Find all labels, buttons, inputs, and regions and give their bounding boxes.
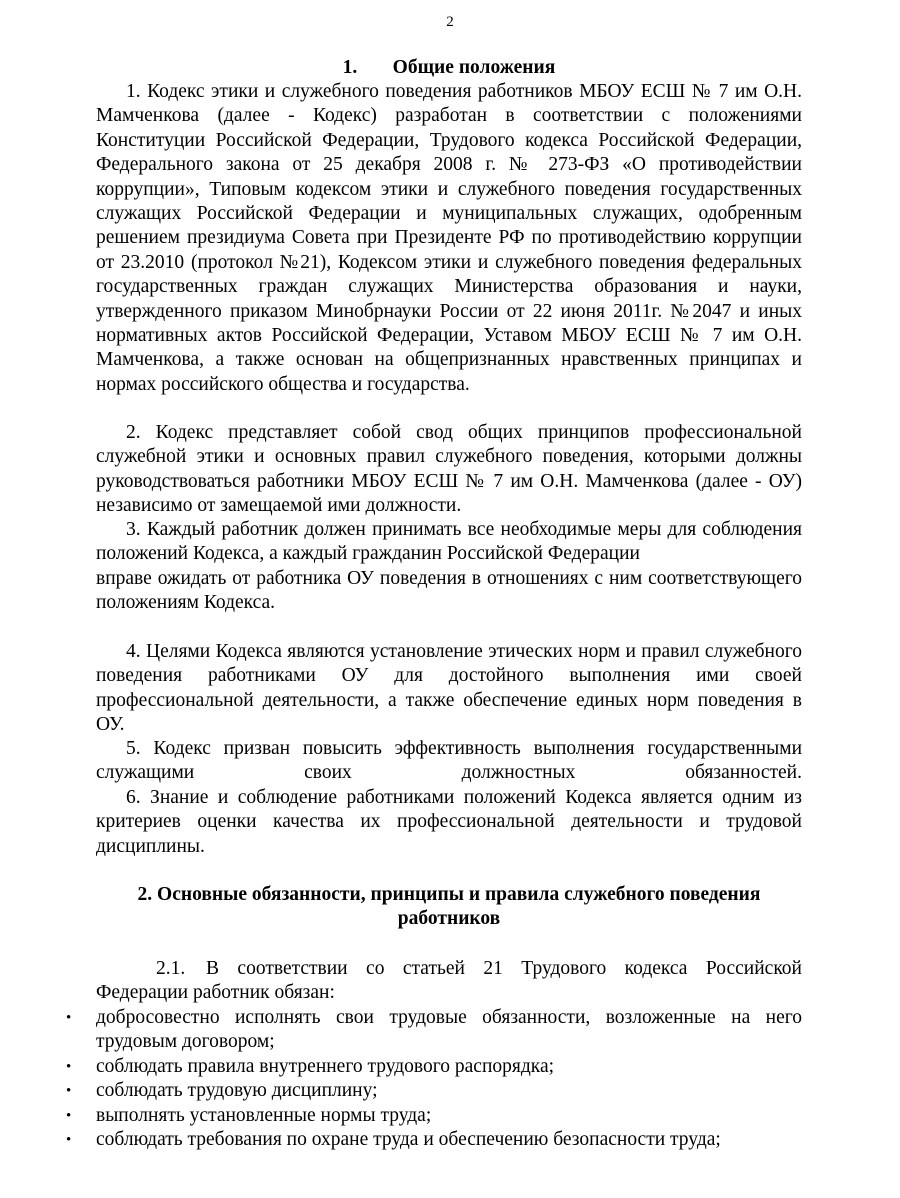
paragraph-3-part-1: 3. Каждый работник должен принимать все необходимые меры для соблюдения положений Кодекса, а каждый гражданин Российской Федерации <box>96 519 802 565</box>
list-item-text: добросовестно исполнять свои трудовые обязанности, возложенные на него трудовым договором; <box>96 1007 802 1053</box>
bullet-icon: • <box>66 1083 72 1100</box>
paragraph-4: 4. Целями Кодекса являются установление этических норм и правил служебного поведения работниками ОУ для достойного выполнения ими своей профессиональной деятельности, а также обеспечение единых норм поведения в ОУ. <box>96 641 802 736</box>
paragraph-1: 1. Кодекс этики и служебного поведения работников МБОУ ЕСШ № 7 им О.Н. Мамченкова (далее - Кодекс) разработан в соответствии с положениями Конституции Российской Федерации, Трудового кодекса Российской Федерации, Федерального закона от 25 декабря 2008 г. № 273-ФЗ «О противодействии коррупции», Типовым кодексом этики и служебного поведения государственных служащих Российской Федерации и муниципальных служащих, одобренным решением президиума Совета при Президенте РФ по противодействию коррупции от 23.2010 (протокол №21), Кодексом этики и служебного поведения федеральных государственных граждан служащих Министерства образования и науки, утвержденного приказом Минобрнауки России от 22 июня 2011г. №2047 и иных нормативных актов Российской Федерации, Уставом МБОУ ЕСШ № 7 им О.Н. Мамченкова, а также основан на общепризнанных нравственных принципах и нормах российского общества и государства. <box>96 81 802 395</box>
bullet-icon: • <box>66 1132 72 1149</box>
list-item <box>66 1055 802 1079</box>
list-item-text: соблюдать трудовую дисциплину; <box>96 1080 378 1102</box>
list-item <box>66 1006 802 1055</box>
list-item-text: выполнять установленные нормы труда; <box>96 1104 432 1126</box>
clause-2-1-number: 2.1. <box>156 958 186 979</box>
paragraph-2: 2. Кодекс представляет собой свод общих принципов профессиональной служебной этики и основных правил служебного поведения, которыми должны руководствоваться работники МБОУ ЕСШ № 7 им О.Н. Мамченкова (далее - ОУ) независимо от замещаемой ими должности. <box>96 422 802 517</box>
page-number: 2 <box>446 14 454 30</box>
section-1-heading <box>96 56 802 80</box>
clause-2-1-text: В соответствии со статьей 21 Трудового кодекса Российской Федерации работник обязан: <box>96 958 802 1004</box>
obligations-list <box>66 1006 802 1152</box>
paragraph-3 <box>96 518 802 616</box>
list-item-text: соблюдать правила внутреннего трудового распорядка; <box>96 1055 555 1077</box>
bullet-icon: • <box>66 1010 72 1026</box>
section-2-title-line-2: работников <box>397 908 501 929</box>
section-1-number: 1. <box>342 57 358 78</box>
list-item <box>66 1104 802 1128</box>
list-item <box>66 1079 802 1103</box>
list-item-text: соблюдать требования по охране труда и обеспечению безопасности труда; <box>96 1129 721 1151</box>
clause-2-1 <box>96 957 802 1006</box>
paragraph-6: 6. Знание и соблюдение работниками положений Кодекса является одним из критериев оценки качества их профессиональной деятельности и трудовой дисциплины. <box>96 787 802 857</box>
section-2-heading <box>96 883 802 931</box>
paragraph-5: 5. Кодекс призван повысить эффективность выполнения государственными служащими своих должностных обязанностей. <box>96 738 802 784</box>
section-2-title-line-1: 2. Основные обязанности, принципы и правила служебного поведения <box>137 884 761 905</box>
bullet-icon: • <box>66 1058 72 1075</box>
paragraph-3-part-2: вправе ожидать от работника ОУ поведения в отношениях с ним соответствующего положениям Кодекса. <box>96 567 802 614</box>
section-1-title: Общие положения <box>392 57 556 78</box>
list-item <box>66 1128 802 1152</box>
bullet-icon: • <box>66 1107 72 1124</box>
